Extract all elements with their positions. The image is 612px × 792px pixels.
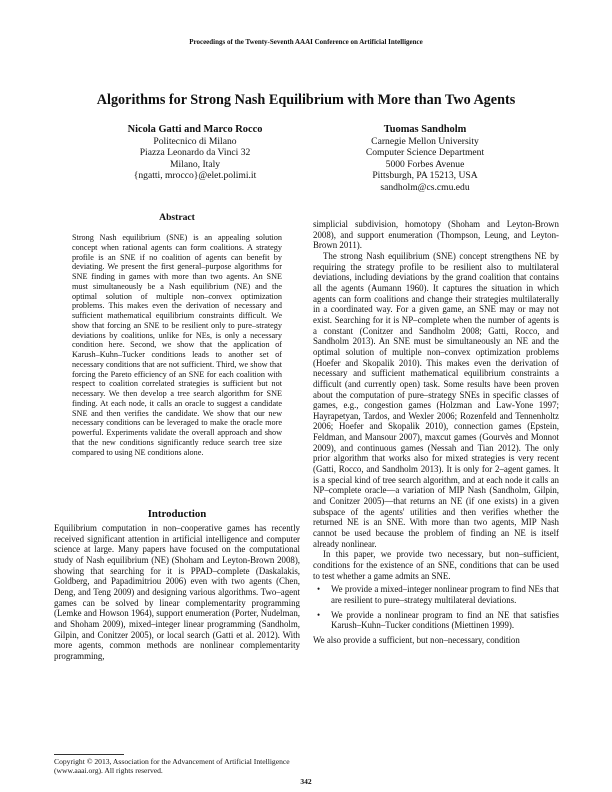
page-number: 342 [300,777,312,786]
abstract-heading: Abstract [159,212,195,223]
paragraph-sufficient: We also provide a sufficient, but non–necessary, condition [313,634,520,645]
author-block-right [320,124,530,194]
abstract-text: Strong Nash equilibrium (SNE) is an appealing solution concept when rational agents can form coalitions. A strategy profile is an SNE if no coalition of agents can benefit by deviating. We present the first general–purpose algorithms for SNE finding in games with more than two agents. An SNE must simultaneously be a Nash equilibrium (NE) and the optimal solution of multiple non–convex optimization problems. This makes even the derivation of necessary and sufficient mathematical equilibrium constraints difficult. We show that forcing an SNE to be resilient only to pure–strategy deviations by coalitions, unlike for NEs, is only a necessary condition here. Second, we show that the application of Karush–Kuhn–Tucker conditions leads to another set of necessary conditions that are not sufficient. Third, we show that forcing the Pareto efficiency of an SNE for each coalition with respect to coalition correlated strategies is sufficient but not necessary. We then develop a tree search algorithm for SNE finding. At each node, it calls an oracle to suggest a candidate SNE and then verifies the candidate. We show that our new necessary conditions can be leveraged to make the oracle more powerful. Experiments validate the overall approach and show that the new conditions significantly reduce search tree size compared to using NE conditions alone. [72,233,282,457]
author-affiliation: Carnegie Mellon University [371,135,479,147]
author-email: {ngatti, mrocco}@elet.polimi.it [133,170,257,182]
proceedings-header: Proceedings of the Twenty-Seventh AAAI Conference on Artificial Intelligence [189,38,423,46]
paragraph-sne: The strong Nash equilibrium (SNE) concept strengthens NE by requiring the strategy profile to be resilient also to multilateral deviations, including deviations by the grand coalition that contains all the agents (Aumann 1960). It captures the situation in which agents can form coalitions and change their strategies multilaterally in a coordinated way. For a given game, an SNE may or may not exist. Searching for it is NP–complete when the number of agents is a constant (Conitzer and Sandholm 2008; Gatti, Rocco, and Sandholm 2013). An SNE must be simultaneously an NE and the optimal solution of multiple non–convex optimization problems (Hoefer and Skopalik 2010). This makes even the derivation of necessary and sufficient mathematical equilibrium constraints a difficult (and currently open) task. Some results have been proven about the computation of pure–strategy SNEs in specific classes of games, e.g., congestion games (Holzman and Law-Yone 1997; Hayrapetyan, Tardos, and Wexler 2006; Rozenfeld and Tennenholtz 2006; Hoefer and Skopalik 2010), connection games (Epstein, Feldman, and Mansour 2007), maxcut games (Gourvès and Monnot 2009), and continuous games (Nessah and Tian 2012). The only prior algorithm that works also for mixed strategies is very recent (Gatti, Rocco, and Sandholm 2013). It is only for 2–agent games. It is a special kind of tree search algorithm, and at each node it calls an NP–complete oracle—a variation of MIP Nash (Sandholm, Gilpin, and Conitzer 2005)—that returns an NE (if one exists) in a given subspace of the agents' utilities and then verifies whether the returned NE is an SNE. With more than two agents, MIP Nash cannot be used because the problem of finding an NE is itself already nonlinear. [313,250,559,549]
list-item: • We provide a mixed–integer nonlinear program to find NEs that are resilient to pure–strategy multilateral deviations. [317,584,559,605]
author-block-left [75,124,315,182]
author-affiliation: Politecnico di Milano [153,135,237,147]
author-city: Milano, Italy [169,158,221,170]
author-names: Tuomas Sandholm [383,124,467,135]
paragraph-contributions: In this paper, we provide two necessary, but non–sufficient, conditions for the existence of an SNE, conditions that can be used to test whether a game admits an SNE. [313,549,559,581]
paper-title: Algorithms for Strong Nash Equilibrium with More than Two Agents [96,92,516,108]
right-column [313,219,559,646]
author-email: sandholm@cs.cmu.edu [380,181,470,193]
paragraph-continued: simplicial subdivision, homotopy (Shoham and Leyton-Brown 2008), and support enumeration (Thompson, Leung, and Leyton-Brown 2011). [313,219,559,251]
author-names: Nicola Gatti and Marco Rocco [127,124,263,135]
bullet-icon: • [317,584,321,595]
author-department: Computer Science Department [365,147,485,159]
author-address: 5000 Forbes Avenue [385,158,465,170]
contribution-list [313,584,559,631]
footnote-divider [54,754,124,755]
introduction-paragraph: Equilibrium computation in non–cooperative games has recently received significant attention in artificial intelligence and computer science at large. Many papers have focused on the computational study of Nash equilibrium (NE) (Shoham and Leyton-Brown 2008), showing that searching for it is PPAD–complete (Daskalakis, Goldberg, and Papadimitriou 2006) even with two agents (Chen, Deng, and Teng 2009) and designing various algorithms. Two–agent games can be solved by linear complementarity programming (Lemke and Howson 1964), support enumeration (Porter, Nudelman, and Shoham 2009), mixed–integer linear programming (Sandholm, Gilpin, and Conitzer 2005), or local search (Gatti et al. 2012). With more agents, common methods are nonlinear complementarity programming, [54,523,300,661]
author-city: Pittsburgh, PA 15213, USA [372,170,478,182]
list-item: • We provide a nonlinear program to find an NE that satisfies Karush–Kuhn–Tucker conditions (Miettinen 1999). [317,609,559,631]
author-address: Piazza Leonardo da Vinci 32 [139,147,251,159]
bullet-icon: • [317,609,321,620]
introduction-heading: Introduction [147,508,207,520]
copyright-footnote: Copyright © 2013, Association for the Advancement of Artificial Intelligence (www.aaai.org). All rights reserved. [54,757,290,775]
